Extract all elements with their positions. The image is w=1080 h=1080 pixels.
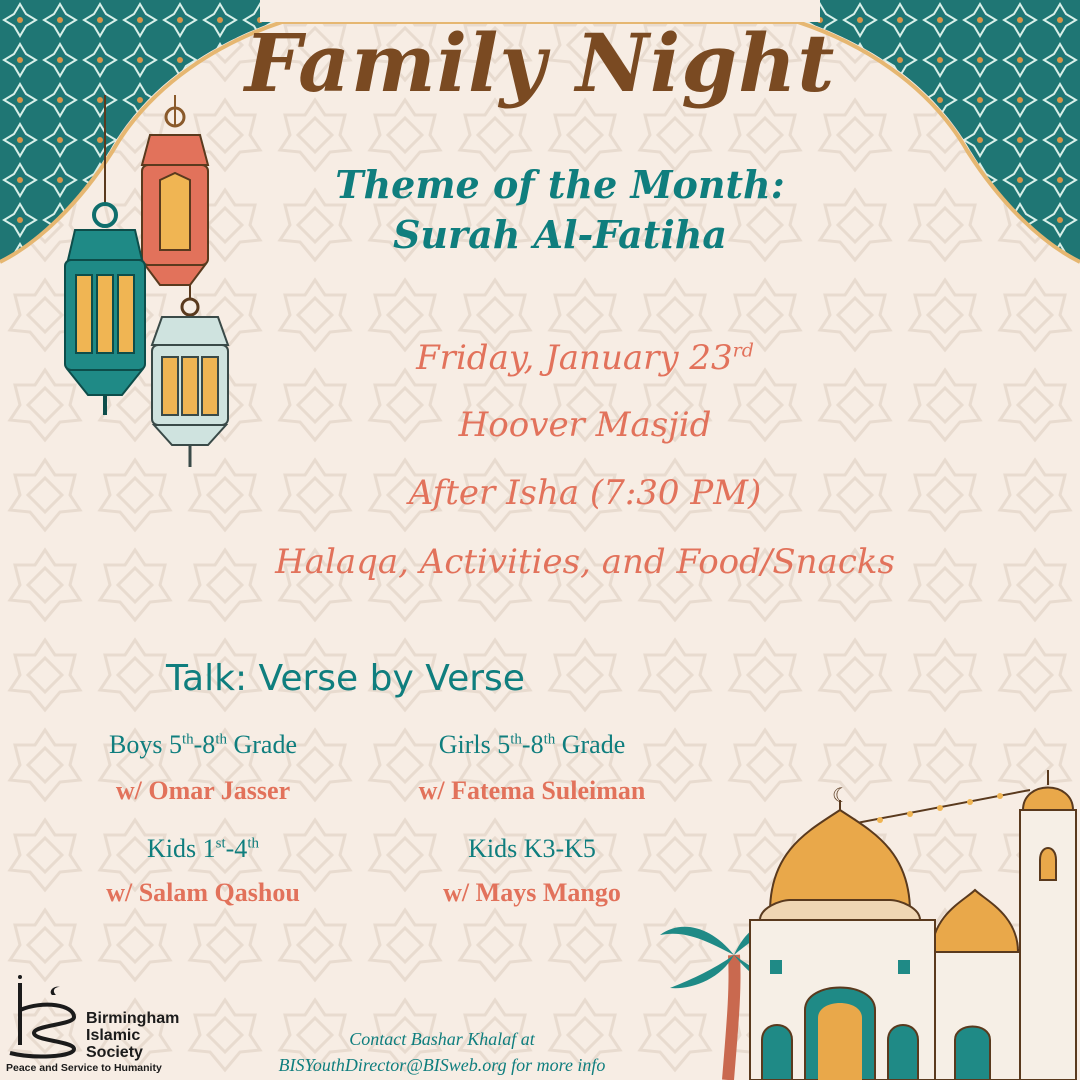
grade-suffix: th <box>181 731 194 748</box>
grade-suffix: th <box>215 731 227 748</box>
theme-line-1: Theme of the Month: <box>335 162 785 207</box>
logo-line: Islamic <box>86 1027 141 1044</box>
group-grade <box>43 730 363 760</box>
grade-suffix: th <box>247 835 259 852</box>
event-time: After Isha (7:30 PM) <box>408 473 762 513</box>
event-date-suffix: rd <box>732 339 754 362</box>
group-teacher: w/ Salam Qashou <box>106 878 300 907</box>
logo-line: Birmingham <box>86 1010 180 1027</box>
grade-text: Grade <box>555 730 626 759</box>
lantern-icon <box>142 95 208 285</box>
event-date-text: Friday, January 23 <box>416 338 733 378</box>
grade-text: Girls 5 <box>438 730 511 759</box>
grade-text: -8 <box>521 730 544 759</box>
theme-line-2: Surah Al-Fatiha <box>392 212 728 257</box>
group-teacher: w/ Omar Jasser <box>115 776 291 805</box>
page-title: Family Night <box>244 16 836 110</box>
event-program: Halaqa, Activities, and Food/Snacks <box>275 542 895 582</box>
contact-line-1: Contact Bashar Khalaf at <box>349 1029 535 1049</box>
talk-heading: Talk: Verse by Verse <box>166 658 525 699</box>
grade-text: -8 <box>193 730 216 759</box>
grade-suffix: st <box>215 835 226 852</box>
grade-text: Kids 1 <box>147 834 216 863</box>
logo-tagline: Peace and Service to Humanity <box>6 1062 162 1074</box>
contact-info <box>232 1026 652 1078</box>
grade-text: -4 <box>225 834 248 863</box>
group-teacher: w/ Mays Mango <box>443 878 621 907</box>
group-grade: Kids K3-K5 <box>468 834 596 863</box>
logo-mark <box>4 975 84 1065</box>
grade-suffix: th <box>543 731 556 748</box>
mosque-illustration <box>640 740 1080 1080</box>
contact-email[interactable]: BISYouthDirector@BISweb.org for more info <box>278 1055 606 1075</box>
logo-text <box>86 1010 179 1061</box>
grade-text: Boys 5 <box>109 730 182 759</box>
lantern-icon <box>65 95 145 415</box>
theme-heading <box>250 160 870 260</box>
grade-text: Grade <box>226 730 297 759</box>
grade-suffix: th <box>510 731 522 748</box>
group-grade <box>43 834 363 864</box>
group-teacher: w/ Fatema Suleiman <box>418 776 646 805</box>
event-location: Hoover Masjid <box>458 405 712 445</box>
event-date <box>200 338 970 378</box>
logo-line: Society <box>86 1044 143 1061</box>
crescent-icon: ☾ <box>832 783 850 807</box>
